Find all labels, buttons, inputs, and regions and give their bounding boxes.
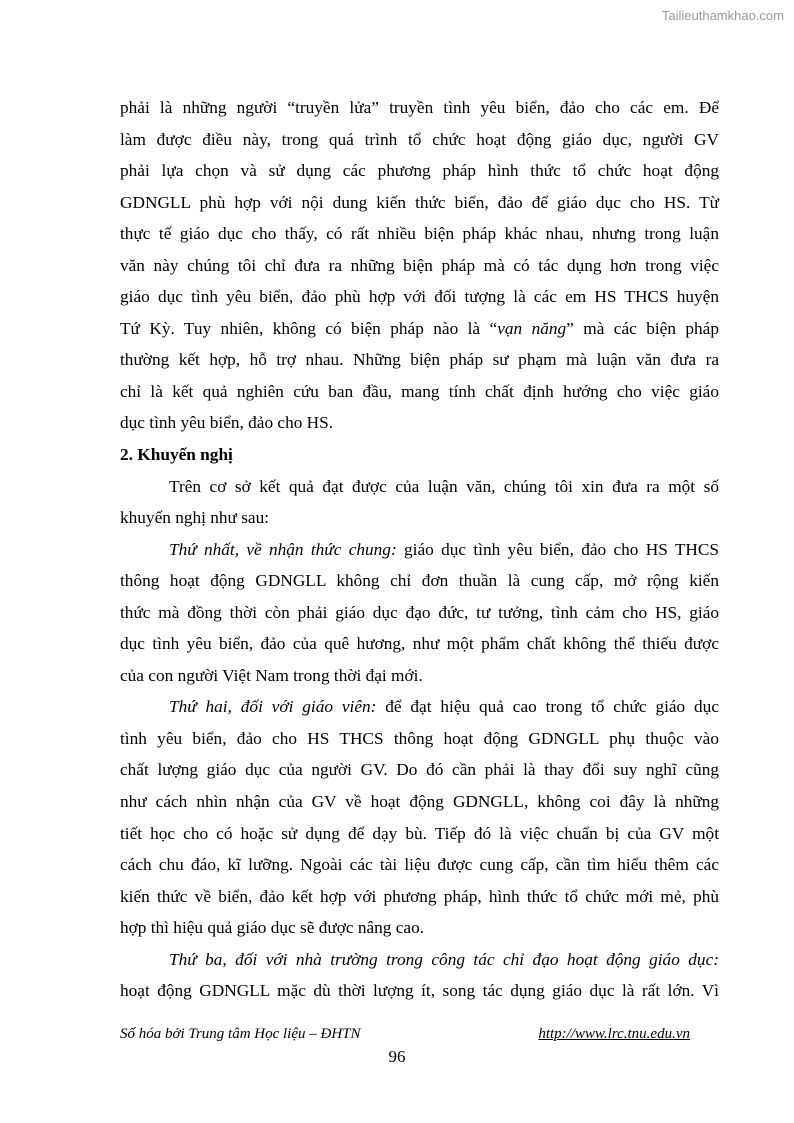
document-body <box>120 92 719 1007</box>
text-segment: Tứ Kỳ. Tuy nhiên, không có biện pháp nào là “ <box>120 318 498 338</box>
text-line: kiến thức về biển, đảo kết hợp với phương pháp, hình thức tổ chức mới mẻ, phù <box>120 886 719 906</box>
paragraph-intro <box>120 471 719 534</box>
text-line: văn này chúng tôi chỉ đưa ra những biện pháp mà có tác dụng hơn trong việc <box>120 255 719 275</box>
paragraph-conclusion <box>120 92 719 439</box>
text-line: của con người Việt Nam trong thời đại mới. <box>120 665 423 685</box>
text-line: cách chu đáo, kĩ lưỡng. Ngoài các tài liệu được cung cấp, cần tìm hiểu thêm các <box>120 855 719 875</box>
text-line: GDNGLL phù hợp với nội dung kiến thức biển, đảo để giáo dục cho HS. Từ <box>120 192 719 212</box>
text-line: chỉ là kết quả nghiên cứu ban đầu, mang tính chất định hướng cho việc giáo <box>120 381 719 401</box>
text-line <box>120 313 719 345</box>
watermark: Tailieuthamkhao.com <box>661 8 784 23</box>
text-line: thông hoạt động GDNGLL không chỉ đơn thuần là cung cấp, mở rộng kiến <box>120 571 719 591</box>
text-line: phải lựa chọn và sử dụng các phương pháp hình thức tổ chức hoạt động <box>120 161 719 181</box>
text-line: dục tình yêu biển, đảo của quê hương, như một phẩm chất không thể thiếu được <box>120 634 719 654</box>
text-line: thức mà đồng thời còn phải giáo dục đạo đức, tư tưởng, tình cảm cho HS, giáo <box>120 602 719 622</box>
text-segment: giáo dục tình yêu biển, đảo cho HS THCS <box>396 539 719 559</box>
text-line: như cách nhìn nhận của GV về hoạt động GDNGLL, không coi đây là những <box>120 792 719 812</box>
text-line <box>120 534 719 566</box>
footer-link[interactable]: http://www.lrc.tnu.edu.vn <box>538 1026 690 1042</box>
paragraph-recommendation-1 <box>120 534 719 692</box>
emphasis-text: vạn năng <box>497 318 567 338</box>
text-line: giáo dục tình yêu biển, đảo phù hợp với đối tượng là các em HS THCS huyện <box>120 287 719 307</box>
text-line: thực tế giáo dục cho thấy, có rất nhiều biện pháp khác nhau, nhưng trong luận <box>120 224 719 244</box>
text-segment: ” mà các biện pháp <box>566 318 719 338</box>
section-heading: 2. Khuyến nghị <box>120 445 233 465</box>
page-number: 96 <box>388 1047 406 1066</box>
text-line: hoạt động GDNGLL mặc dù thời lượng ít, song tác dụng giáo dục là rất lớn. Vì <box>120 981 719 1001</box>
text-line: hợp thì hiệu quả giáo dục sẽ được nâng cao. <box>120 918 425 938</box>
text-line: tình yêu biển, đảo cho HS THCS thông hoạt động GDNGLL phụ thuộc vào <box>120 728 719 748</box>
text-line: thường kết hợp, hỗ trợ nhau. Những biện pháp sư phạm mà luận văn đưa ra <box>120 350 719 370</box>
paragraph-recommendation-3 <box>120 944 719 1007</box>
text-line <box>120 944 719 976</box>
recommendation-label: Thứ ba, đối với nhà trường trong công tác chỉ đạo hoạt động giáo dục: <box>169 949 719 969</box>
text-line: khuyến nghị như sau: <box>120 508 270 528</box>
text-line: Trên cơ sở kết quả đạt được của luận văn, chúng tôi xin đưa ra một số <box>169 476 719 496</box>
paragraph-recommendation-2 <box>120 691 719 943</box>
footer-source: Số hóa bởi Trung tâm Học liệu – ĐHTN <box>120 1026 361 1042</box>
text-line: chất lượng giáo dục của người GV. Do đó cần phải là thay đổi suy nghĩ cũng <box>120 760 719 780</box>
text-line: làm được điều này, trong quá trình tổ chức hoạt động giáo dục, người GV <box>120 129 719 149</box>
recommendation-label: Thứ nhất, về nhận thức chung: <box>169 539 397 559</box>
text-line <box>120 691 719 723</box>
text-line: phải là những người “truyền lửa” truyền tình yêu biển, đảo cho các em. Để <box>120 98 719 117</box>
text-line: tiết học cho có hoặc sử dụng để dạy bù. Tiếp đó là việc chuẩn bị của GV một <box>120 823 719 843</box>
text-line: dục tình yêu biển, đảo cho HS. <box>120 413 334 433</box>
text-segment: để đạt hiệu quả cao trong tổ chức giáo dục <box>376 697 719 717</box>
recommendation-label: Thứ hai, đối với giáo viên: <box>169 697 377 717</box>
